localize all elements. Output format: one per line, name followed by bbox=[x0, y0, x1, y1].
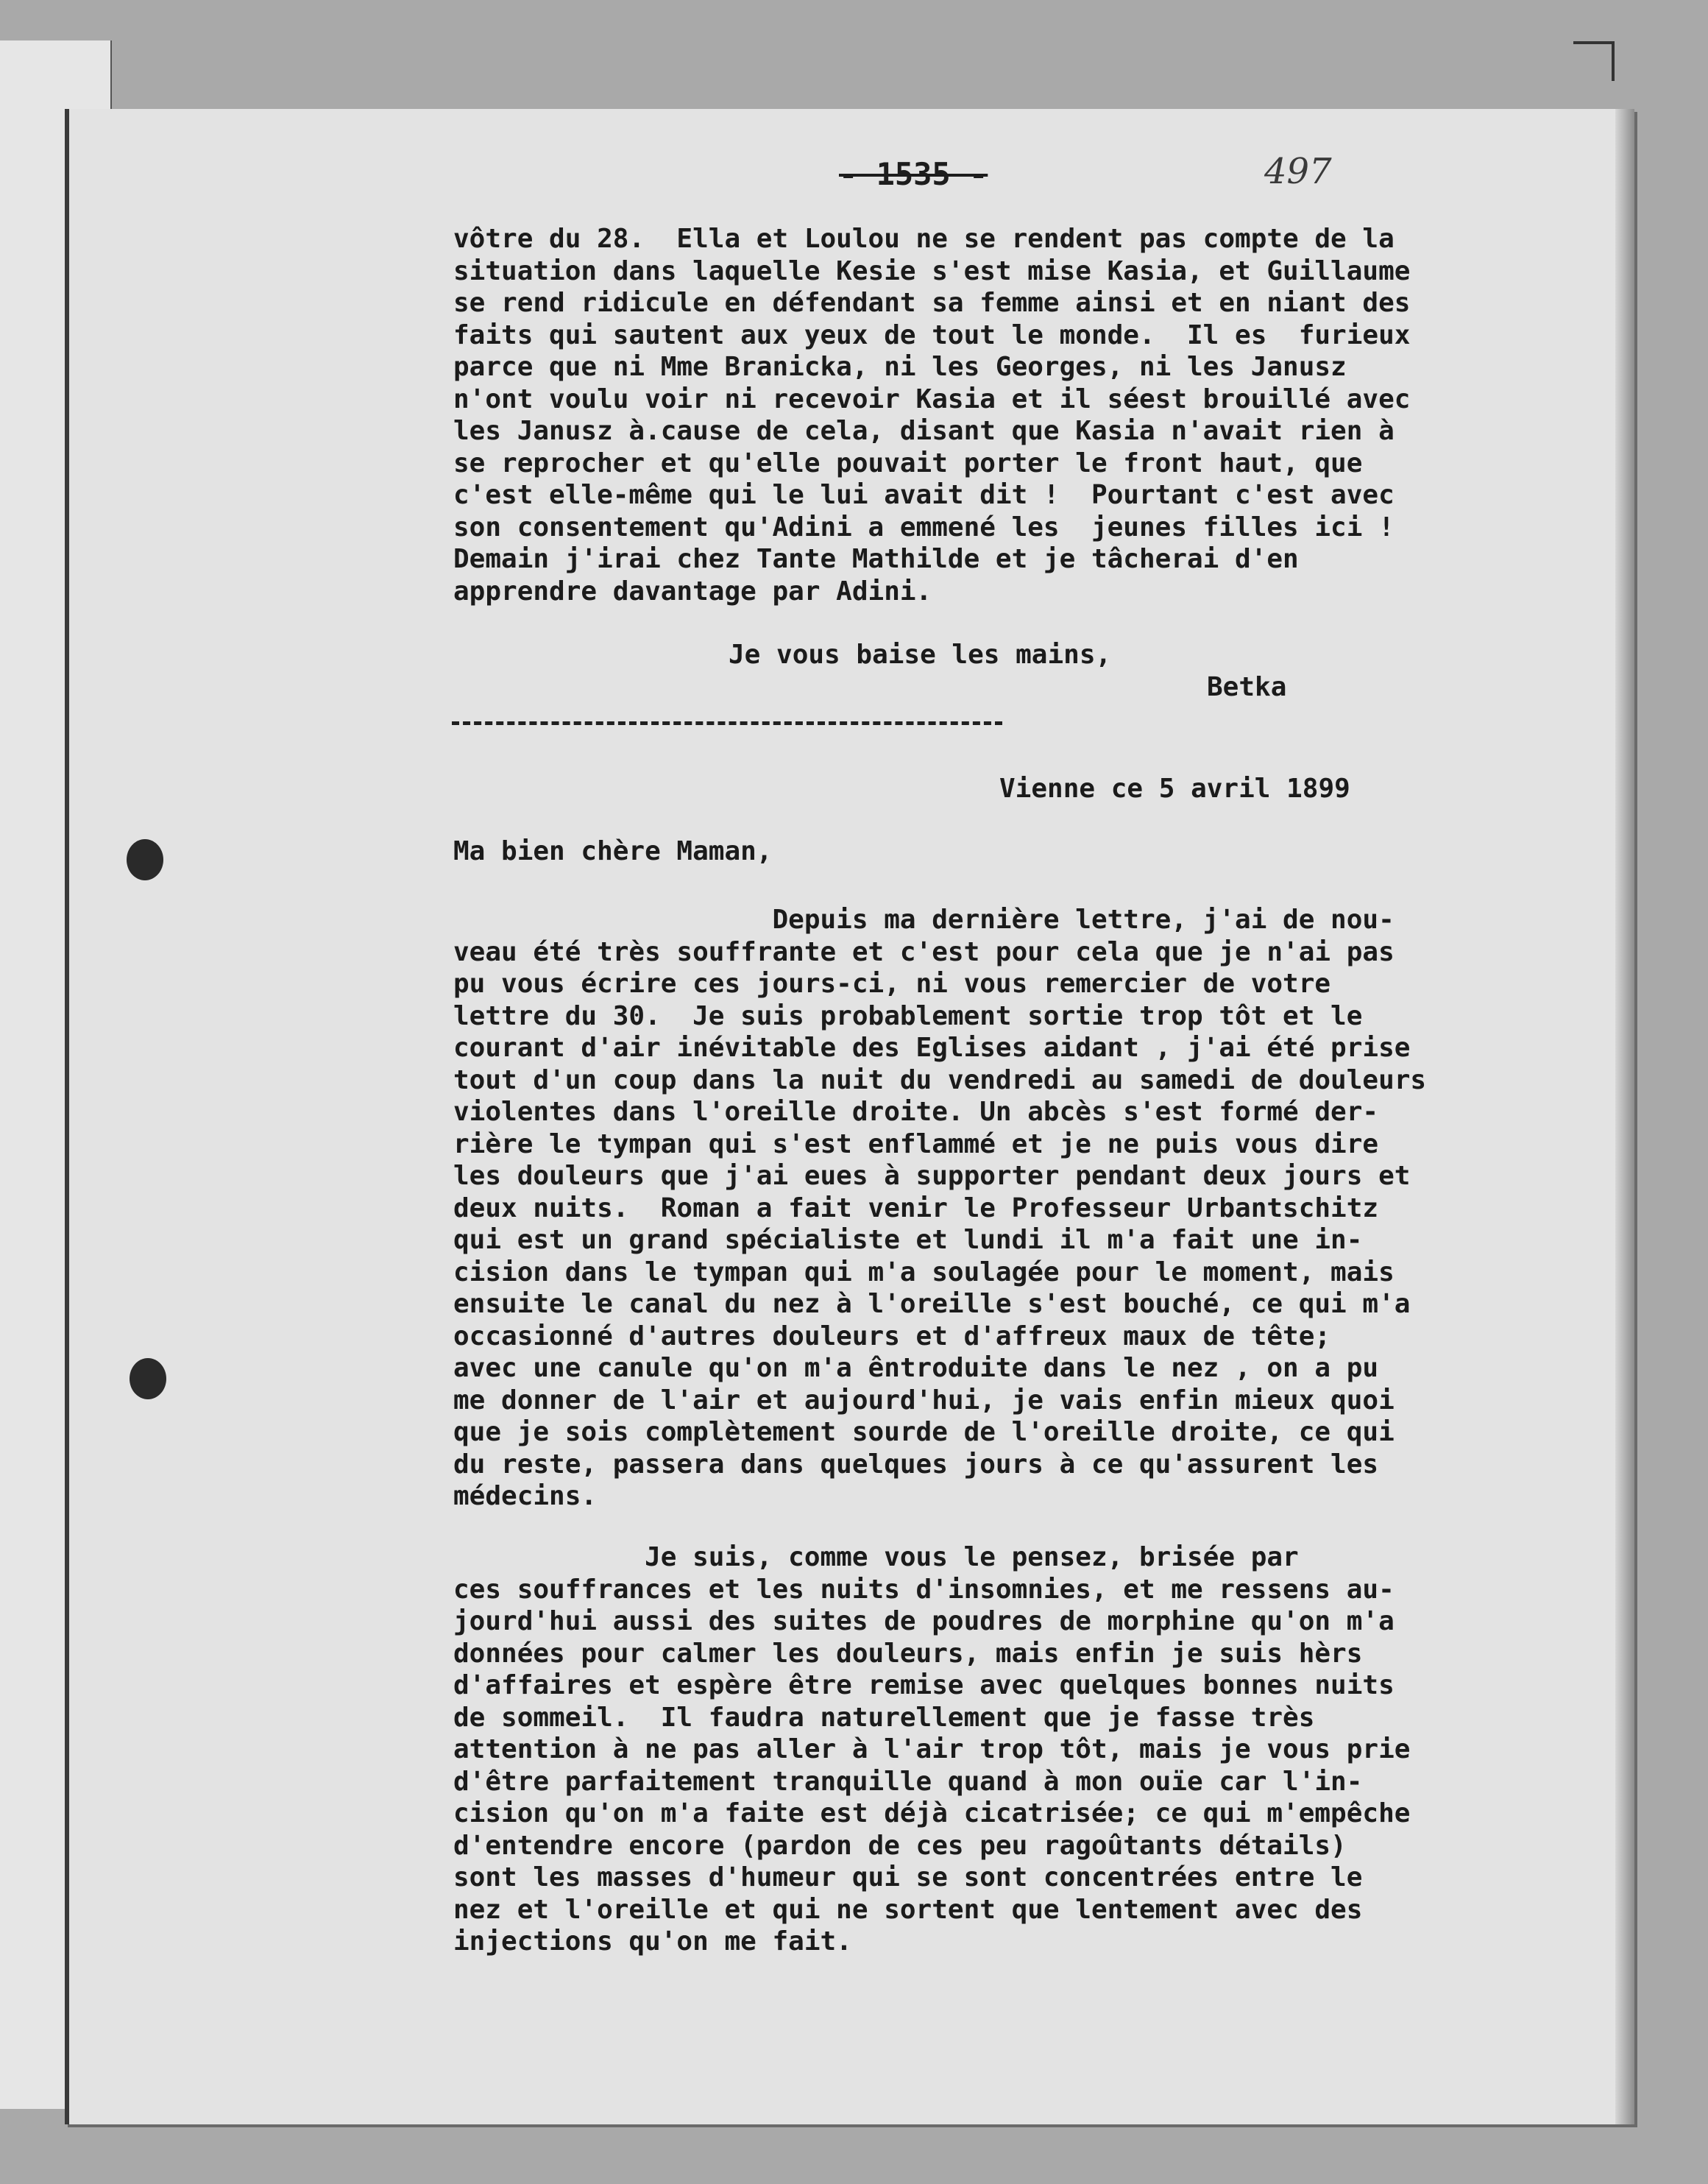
letter-two-paragraph-one bbox=[453, 904, 1616, 1513]
text-line: avec une canule qu'on m'a êntroduite dans le nez , on a pu bbox=[453, 1353, 1379, 1383]
salutation: Ma bien chère Maman, bbox=[453, 836, 773, 866]
text-line: les Janusz à.cause de cela, disant que Kasia n'avait rien à bbox=[453, 416, 1395, 446]
text-line: jourd'hui aussi des suites de poudres de morphine qu'on m'a bbox=[453, 1606, 1395, 1636]
text-line: que je sois complètement sourde de l'oreille droite, ce qui bbox=[453, 1417, 1395, 1447]
corner-crop-mark bbox=[1573, 41, 1615, 81]
text-line: situation dans laquelle Kesie s'est mise Kasia, et Guillaume bbox=[453, 255, 1411, 286]
text-line: injections qu'on me fait. bbox=[453, 1926, 852, 1957]
text-line: cision qu'on m'a faite est déjà cicatrisée; ce qui m'empêche bbox=[453, 1798, 1411, 1828]
text-line: vôtre du 28. Ella et Loulou ne se rendent pas compte de la bbox=[453, 224, 1395, 254]
text-line: c'est elle-même qui le lui avait dit ! Pourtant c'est avec bbox=[453, 480, 1395, 510]
text-line: violentes dans l'oreille droite. Un abcès s'est formé der- bbox=[453, 1097, 1379, 1127]
text-line: Je suis, comme vous le pensez, brisée par bbox=[453, 1542, 1299, 1572]
text-line: médecins. bbox=[453, 1481, 598, 1511]
text-line: les douleurs que j'ai eues à supporter pendant deux jours et bbox=[453, 1161, 1411, 1191]
text-line: d'entendre encore (pardon de ces peu ragoûtants détails) bbox=[453, 1830, 1347, 1861]
closing-line: Je vous baise les mains, bbox=[729, 640, 1112, 670]
text-line: Demain j'irai chez Tante Mathilde et je tâcherai d'en bbox=[453, 544, 1299, 574]
text-line: se rend ridicule en défendant sa femme ainsi et en niant des bbox=[453, 288, 1411, 318]
text-line: me donner de l'air et aujourd'hui, je vais enfin mieux quoi bbox=[453, 1385, 1395, 1416]
text-line: Depuis ma dernière lettre, j'ai de nou- bbox=[453, 905, 1395, 935]
punch-hole-top bbox=[127, 839, 163, 880]
text-line: ensuite le canal du nez à l'oreille s'est bouché, ce qui m'a bbox=[453, 1289, 1411, 1319]
text-line: d'être parfaitement tranquille quand à mon ouïe car l'in- bbox=[453, 1766, 1363, 1797]
text-line: sont les masses d'humeur qui se sont concentrées entre le bbox=[453, 1862, 1363, 1893]
text-line: pu vous écrire ces jours-ci, ni vous remercier de votre bbox=[453, 969, 1331, 999]
letter-one-body bbox=[453, 223, 1616, 607]
handwritten-page-number: 497 bbox=[1264, 151, 1332, 192]
text-line: veau été très souffrante et c'est pour cela que je n'ai pas bbox=[453, 936, 1395, 967]
text-line: d'affaires et espère être remise avec quelques bonnes nuits bbox=[453, 1670, 1395, 1700]
text-line: cision dans le tympan qui m'a soulagée pour le moment, mais bbox=[453, 1257, 1395, 1287]
text-line: deux nuits. Roman a fait venir le Professeur Urbantschitz bbox=[453, 1192, 1379, 1223]
text-line: données pour calmer les douleurs, mais enfin je suis hèrs bbox=[453, 1638, 1363, 1669]
text-line: faits qui sautent aux yeux de tout le monde. Il es furieux bbox=[453, 319, 1411, 350]
text-line: occasionné d'autres douleurs et d'affreux maux de tête; bbox=[453, 1321, 1331, 1351]
text-line: apprendre davantage par Adini. bbox=[453, 576, 932, 607]
page-right-edge bbox=[1615, 109, 1634, 2124]
text-line: de sommeil. Il faudra naturellement que je fasse très bbox=[453, 1702, 1315, 1733]
text-line: se reprocher et qu'elle pouvait porter le front haut, que bbox=[453, 448, 1363, 478]
letter-two-paragraph-two bbox=[453, 1541, 1616, 1958]
text-line: n'ont voulu voir ni recevoir Kasia et il séest brouillé avec bbox=[453, 384, 1411, 414]
section-divider bbox=[452, 721, 1002, 725]
dateline: Vienne ce 5 avril 1899 bbox=[999, 774, 1350, 804]
text-line: courant d'air inévitable des Eglises aidant , j'ai été prise bbox=[453, 1033, 1411, 1063]
text-line: tout d'un coup dans la nuit du vendredi au samedi de douleurs bbox=[453, 1064, 1427, 1095]
text-line: du reste, passera dans quelques jours à ce qu'assurent les bbox=[453, 1449, 1379, 1480]
text-line: nez et l'oreille et qui ne sortent que lentement avec des bbox=[453, 1894, 1363, 1925]
text-line: parce que ni Mme Branicka, ni les Georges, ni les Janusz bbox=[453, 352, 1347, 382]
text-line: attention à ne pas aller à l'air trop tôt, mais je vous prie bbox=[453, 1734, 1411, 1764]
signature: Betka bbox=[1207, 672, 1287, 702]
text-line: son consentement qu'Adini a emmené les jeunes filles ici ! bbox=[453, 512, 1395, 543]
punch-hole-bottom bbox=[130, 1358, 166, 1399]
struck-page-header: - 1535 - bbox=[839, 156, 988, 192]
text-line: ces souffrances et les nuits d'insomnies, et me ressens au- bbox=[453, 1574, 1395, 1605]
text-line: rière le tympan qui s'est enflammé et je ne puis vous dire bbox=[453, 1128, 1379, 1159]
text-line: lettre du 30. Je suis probablement sortie trop tôt et le bbox=[453, 1000, 1363, 1031]
text-line: qui est un grand spécialiste et lundi il m'a fait une in- bbox=[453, 1225, 1363, 1255]
